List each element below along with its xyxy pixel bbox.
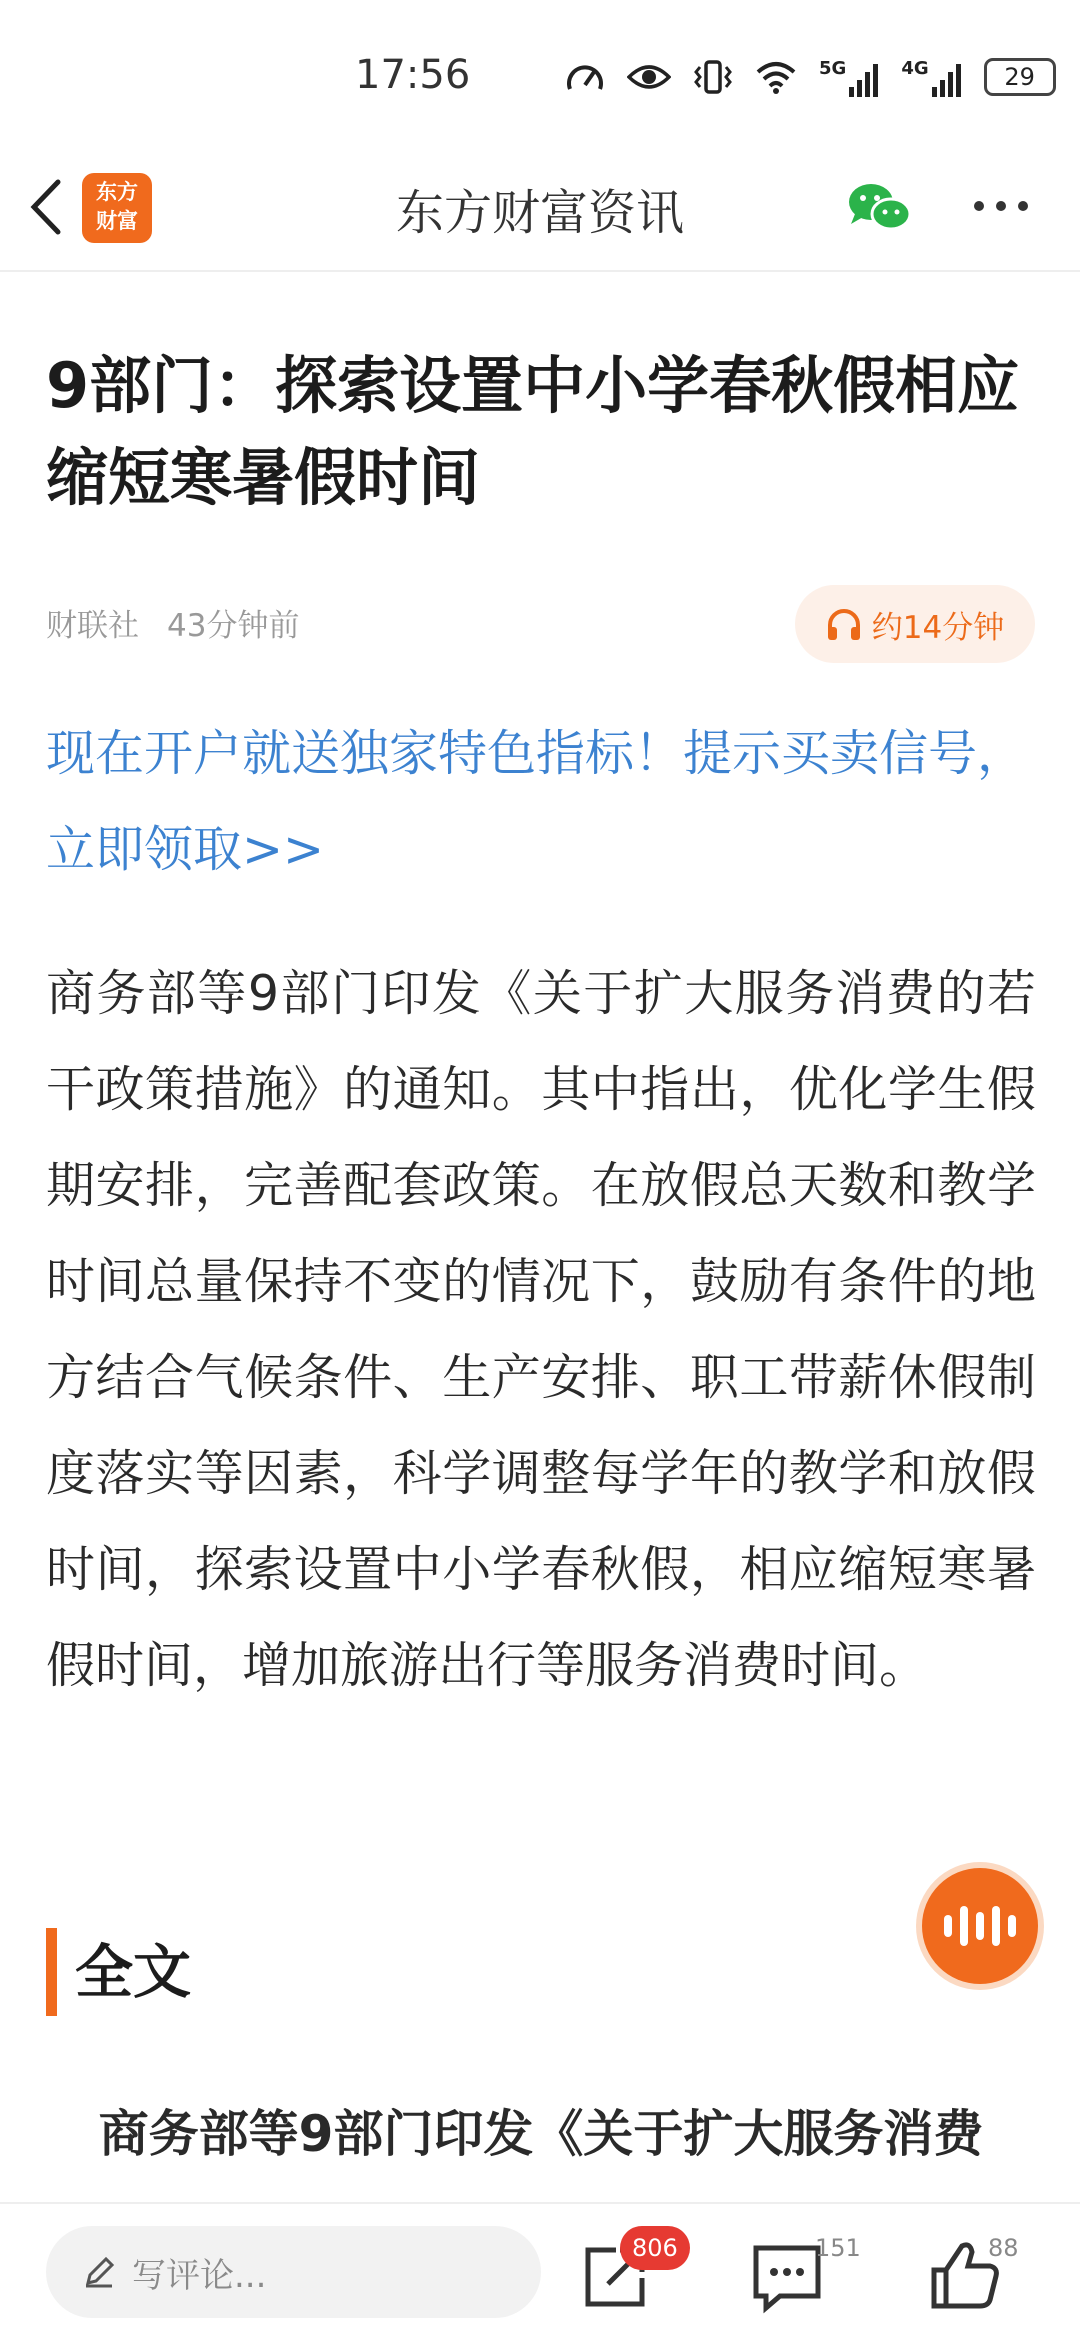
more-icon[interactable] [970,186,1032,226]
section-title: 全文 [46,1928,191,2016]
network-4g-label: 4G [901,57,929,79]
wechat-icon[interactable] [845,180,915,236]
comment-input[interactable] [46,2226,541,2318]
article-body: 商务部等9部门印发《关于扩大服务消费的若干政策措施》的通知。其中指出，优化学生假期安排，完善配套政策。在放假总天数和教学时间总量保持不变的情况下，鼓励有条件的地方结合气候条件、生产安排、职工带薪休假制度落实等因素，科学调整每学年的教学和放假时间，探索设置中小学春秋假，相应缩短寒暑假时间，增加旅游出行等服务消费时间。 [46,965,1036,1694]
status-time: 17:56 [355,52,471,98]
status-icons [565,52,1056,102]
audio-play-button[interactable] [922,1868,1038,1984]
network-5g-label: 5G [819,57,847,79]
pencil-icon [82,2255,116,2289]
nav-bar [0,150,1080,272]
wifi-icon [755,60,797,94]
like-count: 88 [988,2234,1019,2262]
vibrate-icon [693,59,733,95]
audio-wave-bar [960,1906,968,1946]
listen-button[interactable] [795,585,1035,663]
share-count-badge: 806 [620,2226,690,2270]
battery-level: 29 [1004,63,1035,91]
battery-icon [984,58,1056,96]
eye-icon [627,62,671,92]
comment-placeholder: 写评论... [132,2255,267,2296]
listen-duration: 约14分钟 [871,609,1005,646]
audio-wave-bar [944,1915,952,1937]
comment-count: 151 [815,2234,861,2262]
logo-line-2: 财富 [96,209,138,233]
headphones-icon [826,607,862,641]
app-logo [82,173,152,243]
speed-meter-icon [565,59,605,95]
article-meta [46,600,299,645]
promo-link[interactable]: 现在开户就送独家特色指标！提示买卖信号，立即领取>> [46,725,1027,878]
audio-wave-bar [976,1912,984,1940]
bottom-bar [0,2202,1080,2340]
full-text-heading: 商务部等9部门印发《关于扩大服务消费 [98,2105,984,2163]
article-source: 财联社 [46,608,139,644]
article-headline: 9部门：探索设置中小学春秋假相应缩短寒暑假时间 [46,349,1020,514]
article-time: 43分钟前 [167,608,300,644]
nav-title: 东方财富资讯 [395,185,684,241]
logo-line-1: 东方 [96,180,138,204]
audio-wave-bar [992,1906,1000,1946]
signal-5g-indicator [819,58,879,97]
signal-icon [849,63,879,97]
audio-wave-bar [1008,1915,1016,1937]
back-chevron-icon[interactable] [22,172,70,242]
signal-icon [932,63,962,97]
status-bar [0,0,1080,150]
signal-4g-indicator [901,58,961,97]
